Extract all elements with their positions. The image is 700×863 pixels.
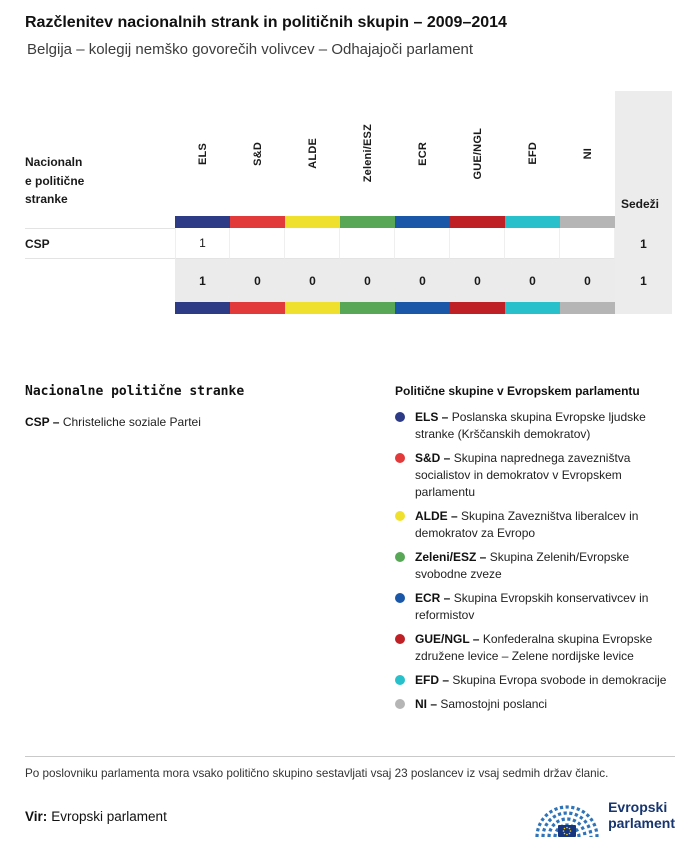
group-color-bar-efd — [505, 302, 560, 314]
footer-divider — [25, 756, 675, 757]
group-color-bar-guengl — [450, 216, 505, 228]
seat-count-cell — [340, 228, 395, 259]
footer — [25, 756, 675, 839]
source-label: Vir: — [25, 808, 48, 824]
eu-parliament-hemicycle-icon — [535, 793, 599, 839]
political-groups-legend-title: Politične skupine v Evropskem parlamentu — [395, 384, 640, 398]
group-column-header-sd: S&D — [251, 141, 264, 166]
seats-column-header: Sedeži — [615, 91, 672, 216]
group-color-bar-ni — [560, 302, 615, 314]
footnote: Po poslovniku parlamenta mora vsako politično skupino sestavljati vsaj 23 poslancev iz vsaj sedmih držav članic. — [25, 767, 609, 780]
group-column-header-efd: EFD — [526, 142, 539, 165]
group-color-bar-els — [175, 302, 230, 314]
ecr-color-dot — [395, 593, 405, 603]
column-total-cell: 0 — [450, 259, 505, 302]
group-color-bar-els — [175, 216, 230, 228]
group-color-bar-sd — [230, 302, 285, 314]
spacer-cell — [25, 302, 175, 314]
column-total-cell: 0 — [505, 259, 560, 302]
legend-section — [25, 384, 675, 720]
source-text: Evropski parlament — [51, 808, 167, 824]
seats-column-bg — [615, 216, 672, 228]
sd-color-dot — [395, 453, 405, 463]
legend-item-zeleni: Zeleni/ESZ – Skupina Zelenih/Evropske svobodne zveze — [395, 549, 675, 583]
group-color-bar-zeleni — [340, 216, 395, 228]
seats-column-bg — [615, 302, 672, 314]
group-column-header-alde: ALDE — [306, 138, 319, 169]
grand-total-seats: 1 — [615, 259, 672, 302]
zeleni-color-dot — [395, 552, 405, 562]
legend-item-els: ELS – Poslanska skupina Evropske ljudske stranke (Krščanskih demokratov) — [395, 409, 675, 443]
group-color-bar-alde — [285, 302, 340, 314]
seat-count-cell — [505, 228, 560, 259]
seat-count-cell — [395, 228, 450, 259]
legend-item-alde: ALDE – Skupina Zavezništva liberalcev in demokratov za Evropo — [395, 508, 675, 542]
column-total-cell: 0 — [285, 259, 340, 302]
legend-item-guengl: GUE/NGL – Konfederalna skupina Evropske združene levice – Zelene nordijske levice — [395, 631, 675, 665]
table-row-header — [25, 91, 175, 216]
group-color-bar-efd — [505, 216, 560, 228]
seats-table — [25, 91, 675, 314]
legend-item-efd: EFD – Skupina Evropa svobode in demokracije — [395, 672, 675, 689]
seat-count-cell — [560, 228, 615, 259]
guengl-color-dot — [395, 634, 405, 644]
legend-item-ecr: ECR – Skupina Evropskih konservativcev in reformistov — [395, 590, 675, 624]
seat-count-cell — [230, 228, 285, 259]
group-column-header-ecr: ECR — [416, 141, 429, 166]
legend-item-ni: NI – Samostojni poslanci — [395, 696, 675, 713]
group-color-bar-guengl — [450, 302, 505, 314]
seat-count-cell — [285, 228, 340, 259]
party-code: CSP – — [25, 415, 60, 429]
efd-color-dot — [395, 675, 405, 685]
national-parties-legend-title: Nacionalne politične stranke — [25, 384, 245, 399]
group-color-bar-zeleni — [340, 302, 395, 314]
column-total-cell: 0 — [230, 259, 285, 302]
spacer-cell — [25, 216, 175, 228]
column-total-cell: 0 — [395, 259, 450, 302]
els-color-dot — [395, 412, 405, 422]
group-column-header-ni: NI — [581, 147, 594, 160]
party-row-label: CSP — [25, 228, 175, 259]
group-column-header-guengl: GUE/NGL — [471, 127, 484, 180]
row-header-label: Nacionalne politične stranke — [25, 155, 85, 207]
group-color-bar-ecr — [395, 216, 450, 228]
group-column-header-zeleni: Zeleni/ESZ — [361, 124, 374, 183]
column-total-cell: 1 — [175, 259, 230, 302]
national-parties-legend — [25, 384, 395, 720]
political-groups-legend — [395, 384, 675, 720]
column-total-cell: 0 — [340, 259, 395, 302]
seat-count-cell — [450, 228, 505, 259]
source-line — [25, 809, 167, 824]
page-subtitle: Belgija – kolegij nemško govorečih volivcev – Odhajajoči parlament — [27, 41, 474, 58]
ni-color-dot — [395, 699, 405, 709]
seat-count-cell: 1 — [175, 228, 230, 259]
group-color-bar-sd — [230, 216, 285, 228]
legend-item-csp — [25, 415, 395, 429]
spacer-cell — [25, 259, 175, 302]
group-color-bar-ni — [560, 216, 615, 228]
european-parliament-logo — [535, 793, 675, 839]
alde-color-dot — [395, 511, 405, 521]
legend-item-sd: S&D – Skupina naprednega zavezništva socialistov in demokratov v Evropskem parlamentu — [395, 450, 675, 501]
group-column-header-els: ELS — [196, 142, 209, 165]
row-seats-total: 1 — [615, 228, 672, 259]
party-name: Christeliche soziale Partei — [62, 415, 201, 429]
page-title: Razčlenitev nacionalnih strank in političnih skupin – 2009–2014 — [25, 14, 507, 31]
column-total-cell: 0 — [560, 259, 615, 302]
group-color-bar-ecr — [395, 302, 450, 314]
group-color-bar-alde — [285, 216, 340, 228]
logo-wordmark: Evropski parlament — [608, 799, 675, 831]
